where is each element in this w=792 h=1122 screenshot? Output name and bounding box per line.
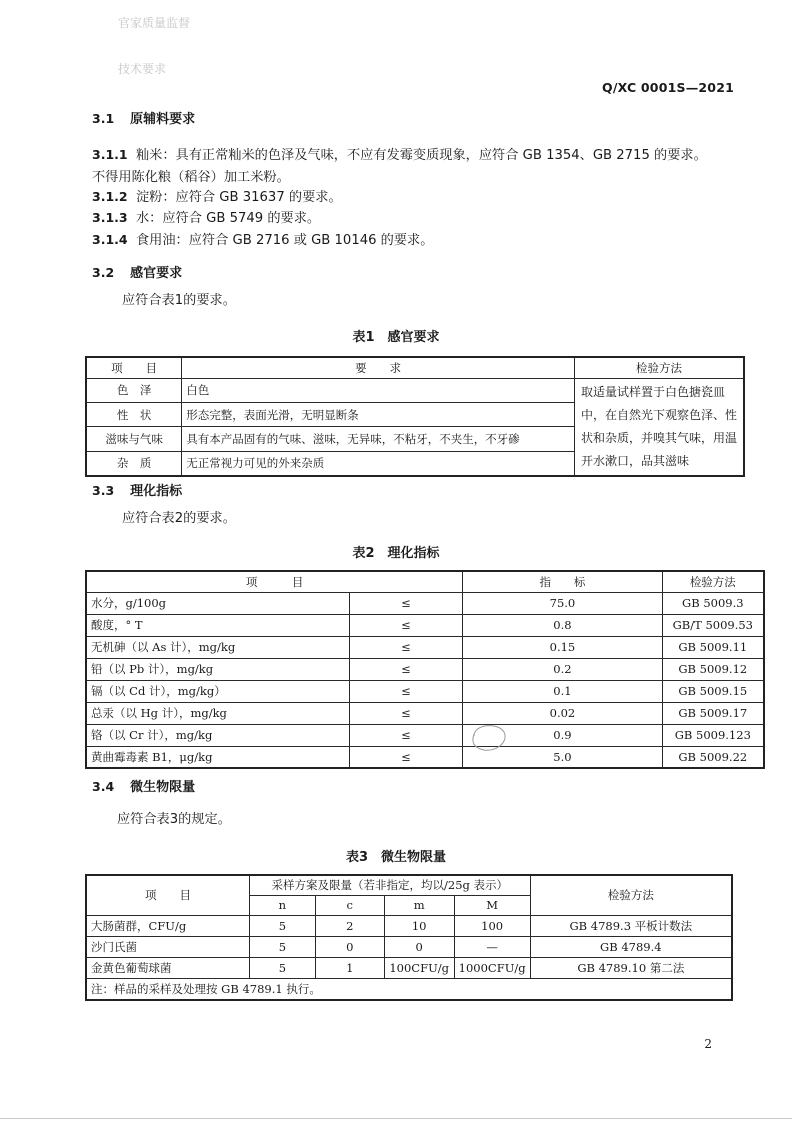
t3-c: 1 [315,957,384,978]
t1-header-item: 项 目 [86,357,182,378]
t3-c: 2 [315,915,384,936]
t3-m: 100CFU/g [384,957,454,978]
section-3-2-heading: 3.2 感官要求 [92,265,183,281]
t2-method: GB/T 5009.53 [662,614,764,636]
t3-sub-M: M [454,895,530,915]
table2-caption: 表2 理化指标 [352,546,440,561]
t2-item: 黄曲霉毒素 B1，μg/kg [86,746,349,768]
t2-value: 75.0 [463,592,662,614]
clause-3-1-4: 3.1.4 食用油：应符合 GB 2716 或 GB 10146 的要求。 [92,232,434,248]
standard-code: Q/XC 0001S—2021 [602,80,734,95]
t2-method: GB 5009.22 [662,746,764,768]
t2-method: GB 5009.11 [662,636,764,658]
t3-header-method: 检验方法 [530,875,732,915]
section-3-1-heading: 3.1 原辅料要求 [92,111,196,127]
t3-item: 金黄色葡萄球菌 [86,957,249,978]
t2-symbol: ≤ [349,614,463,636]
t2-value: 0.2 [463,658,662,680]
t2-symbol: ≤ [349,636,463,658]
t2-value: 5.0 [463,746,662,768]
t1-cell-req: 具有本产品固有的气味、滋味，无异味，不粘牙，不夹生，不牙碜 [182,427,575,451]
t2-value: 0.15 [463,636,662,658]
t1-cell-req: 形态完整，表面光滑，无明显断条 [182,402,575,426]
section-3-2-text: 应符合表1的要求。 [122,293,236,308]
t2-value: 0.9 [463,724,662,746]
t3-M: 100 [454,915,530,936]
t3-M: 1000CFU/g [454,957,530,978]
t2-method: GB 5009.3 [662,592,764,614]
section-3-3-heading: 3.3 理化指标 [92,483,183,499]
t1-cell-req: 白色 [182,378,575,402]
t2-item: 铬（以 Cr 计），mg/kg [86,724,349,746]
t2-symbol: ≤ [349,702,463,724]
t3-c: 0 [315,936,384,957]
t2-value: 0.8 [463,614,662,636]
pen-circle-mark [466,720,510,756]
t3-n: 5 [249,957,315,978]
t2-method: GB 5009.12 [662,658,764,680]
t2-symbol: ≤ [349,724,463,746]
table-physicochemical [85,570,765,769]
clause-3-1-2: 3.1.2 淀粉：应符合 GB 31637 的要求。 [92,189,342,205]
t2-header-item: 项 目 [86,571,463,592]
t2-symbol: ≤ [349,592,463,614]
table3-caption: 表3 微生物限量 [345,850,447,865]
t2-item: 水分，g/100g [86,592,349,614]
t2-method: GB 5009.123 [662,724,764,746]
t1-header-method: 检验方法 [574,357,744,378]
t3-header-plan: 采样方案及限量（若非指定，均以/25g 表示） [249,875,530,895]
section-3-4-text: 应符合表3的规定。 [117,812,231,827]
t2-symbol: ≤ [349,658,463,680]
t1-cell-item: 色 泽 [86,378,182,402]
scan-edge-line [0,1118,792,1119]
section-3-3-text: 应符合表2的要求。 [122,511,236,526]
t3-sub-c: c [315,895,384,915]
t1-cell-req: 无正常视力可见的外来杂质 [182,451,575,475]
t3-sub-m: m [384,895,454,915]
clause-3-1-1: 3.1.1 籼米：具有正常籼米的色泽及气味，不应有发霉变质现象，应符合 GB 1354、GB 2715 的要求。 不得用陈化粮（稻谷）加工米粉。 [92,147,707,185]
t3-sub-n: n [249,895,315,915]
table-microbial [85,874,733,1001]
t2-item: 酸度，° T [86,614,349,636]
t3-item: 大肠菌群，CFU/g [86,915,249,936]
t3-method: GB 4789.3 平板计数法 [530,915,732,936]
t2-item: 无机砷（以 As 计），mg/kg [86,636,349,658]
t2-header-value: 指 标 [463,571,662,592]
t3-header-item: 项 目 [86,875,249,915]
t3-m: 0 [384,936,454,957]
table1-caption: 表1 感官要求 [352,330,440,345]
t1-cell-item: 杂 质 [86,451,182,475]
t3-item: 沙门氏菌 [86,936,249,957]
t2-item: 总汞（以 Hg 计），mg/kg [86,702,349,724]
t3-m: 10 [384,915,454,936]
t2-method: GB 5009.17 [662,702,764,724]
t3-M: — [454,936,530,957]
t3-method: GB 4789.4 [530,936,732,957]
t3-method: GB 4789.10 第二法 [530,957,732,978]
t2-header-method: 检验方法 [662,571,764,592]
t3-n: 5 [249,936,315,957]
table-sensory [85,356,745,477]
t2-value: 0.1 [463,680,662,702]
t1-cell-item: 滋味与气味 [86,427,182,451]
t2-method: GB 5009.15 [662,680,764,702]
t3-n: 5 [249,915,315,936]
page-number: 2 [704,1037,712,1051]
t1-header-req: 要 求 [182,357,575,378]
t3-note: 注：样品的采样及处理按 GB 4789.1 执行。 [86,978,732,1000]
t2-item: 镉（以 Cd 计），mg/kg） [86,680,349,702]
t2-symbol: ≤ [349,680,463,702]
t2-item: 铅（以 Pb 计），mg/kg [86,658,349,680]
t2-symbol: ≤ [349,746,463,768]
show-through-text: 技术要求 [118,62,167,76]
t1-method: 取适量试样置于白色搪瓷皿中，在自然光下观察色泽、性状和杂质，并嗅其气味，用温开水漱口，品其滋味 [574,378,744,476]
t2-value: 0.02 [463,702,662,724]
clause-3-1-3: 3.1.3 水：应符合 GB 5749 的要求。 [92,210,321,226]
t1-cell-item: 性 状 [86,402,182,426]
section-3-4-heading: 3.4 微生物限量 [92,779,196,795]
show-through-text: 官家质量监督 [118,16,191,30]
